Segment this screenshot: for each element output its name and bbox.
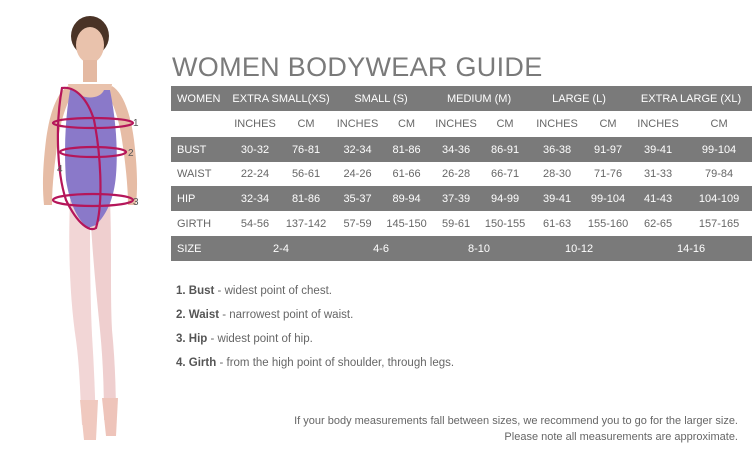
header-size-s: SMALL (S) <box>354 92 408 105</box>
table-cell: 32-34 <box>240 192 270 205</box>
table-cell: 26-28 <box>441 168 471 180</box>
table-cell: 28-30 <box>542 168 572 180</box>
row-label: WAIST <box>177 168 212 180</box>
table-cell: 59-61 <box>441 217 471 230</box>
table-cell: 34-36 <box>441 143 471 156</box>
table-cell: 37-39 <box>441 192 471 205</box>
note-number: 1. <box>176 285 186 297</box>
note-girth <box>176 355 454 379</box>
table-cell: 57-59 <box>343 217 372 230</box>
note-term: Hip <box>188 333 208 345</box>
table-row-girth <box>171 211 752 236</box>
unit-cell: CM <box>397 118 416 130</box>
table-cell: 41-43 <box>643 192 673 205</box>
table-cell: 81-86 <box>291 192 321 205</box>
note-number: 3. <box>176 333 186 345</box>
table-cell: 81-86 <box>392 143 421 156</box>
note-term: Bust <box>188 285 215 297</box>
units-label-empty <box>171 111 230 137</box>
footer-line-2: Please note all measurements are approximate. <box>504 431 738 443</box>
note-desc: - narrowest point of waist. <box>219 309 354 321</box>
marker-3: 3 <box>133 197 139 208</box>
table-cell: 155-160 <box>587 217 629 230</box>
table-cell: 35-37 <box>343 192 372 205</box>
header-size-m: MEDIUM (M) <box>446 92 512 105</box>
unit-cell: INCHES <box>536 118 578 130</box>
note-number: 4. <box>176 357 186 369</box>
note-bust <box>176 283 454 307</box>
table-cell: 61-66 <box>392 168 421 180</box>
size-cell: 2-4 <box>273 242 289 255</box>
table-cell: 157-165 <box>698 217 740 230</box>
unit-cell: CM <box>297 118 315 130</box>
head-shape <box>76 27 104 63</box>
header-label: WOMEN <box>177 92 221 105</box>
units-row <box>171 111 752 137</box>
table-cell: 94-99 <box>490 192 520 205</box>
marker-4: 4 <box>57 164 63 175</box>
table-cell: 104-109 <box>698 192 740 205</box>
header-size-l: LARGE (L) <box>552 92 606 105</box>
note-term: Waist <box>188 309 220 321</box>
table-cell: 150-155 <box>484 217 526 230</box>
table-cell: 62-65 <box>643 217 673 230</box>
row-label: BUST <box>177 143 207 156</box>
left-shoe-shape <box>80 400 98 440</box>
marker-1: 1 <box>133 118 139 129</box>
table-cell: 79-84 <box>704 168 734 180</box>
note-waist <box>176 307 454 331</box>
table-cell: 86-91 <box>490 143 520 156</box>
table-cell: 56-61 <box>291 168 321 180</box>
table-cell: 54-56 <box>240 217 270 230</box>
size-chart-table <box>171 86 752 261</box>
row-label: GIRTH <box>177 217 212 230</box>
table-cell: 137-142 <box>285 217 327 230</box>
unit-cell: INCHES <box>336 118 379 130</box>
table-cell: 39-41 <box>542 192 572 205</box>
table-cell: 32-34 <box>343 143 372 156</box>
table-cell: 71-76 <box>593 168 623 180</box>
note-hip <box>176 331 454 355</box>
unit-cell: INCHES <box>234 118 276 130</box>
note-term: Girth <box>188 357 217 369</box>
marker-2: 2 <box>128 148 134 159</box>
note-desc: - widest point of hip. <box>207 333 313 345</box>
footer-line-1: If your body measurements fall between sizes, we recommend you to go for the larger size. <box>294 415 738 427</box>
table-cell: 99-104 <box>701 143 737 156</box>
table-cell: 99-104 <box>590 192 626 205</box>
unit-cell: INCHES <box>637 118 679 130</box>
table-cell: 61-63 <box>542 217 572 230</box>
right-shoe-shape <box>102 398 118 436</box>
size-cell: 14-16 <box>676 242 706 255</box>
table-cell: 76-81 <box>291 143 321 156</box>
unit-cell: CM <box>710 118 728 130</box>
size-cell: 4-6 <box>373 242 389 255</box>
table-cell: 145-150 <box>386 217 427 230</box>
unit-cell: CM <box>599 118 617 130</box>
note-number: 2. <box>176 309 186 321</box>
table-cell: 31-33 <box>643 168 673 180</box>
header-size-xs: EXTRA SMALL(XS) <box>232 92 330 105</box>
table-row-size <box>171 236 752 261</box>
row-label: SIZE <box>177 242 202 255</box>
note-desc: - from the high point of shoulder, through legs. <box>216 357 455 369</box>
unit-cell: CM <box>496 118 514 130</box>
note-desc: - widest point of chest. <box>214 285 332 297</box>
table-cell: 36-38 <box>542 143 572 156</box>
size-header-row <box>171 86 752 111</box>
table-cell: 66-71 <box>490 168 520 180</box>
table-cell: 91-97 <box>593 143 623 156</box>
page-title: WOMEN BODYWEAR GUIDE <box>172 52 543 83</box>
size-cell: 10-12 <box>564 242 594 255</box>
table-cell: 30-32 <box>240 143 270 156</box>
size-cell: 8-10 <box>468 242 491 255</box>
table-cell: 22-24 <box>240 168 270 180</box>
header-size-xl: EXTRA LARGE (XL) <box>640 92 742 105</box>
table-cell: 24-26 <box>343 168 372 180</box>
neck-shape <box>83 60 97 82</box>
table-row-waist <box>171 162 752 186</box>
table-cell: 89-94 <box>392 192 421 205</box>
unit-cell: INCHES <box>435 118 477 130</box>
table-row-bust <box>171 137 752 162</box>
table-row-hip <box>171 186 752 211</box>
measurement-notes <box>176 283 454 379</box>
footer-disclaimer <box>294 413 738 445</box>
table-cell: 39-41 <box>643 143 673 156</box>
row-label: HIP <box>177 192 196 205</box>
dancer-figure <box>0 0 165 455</box>
